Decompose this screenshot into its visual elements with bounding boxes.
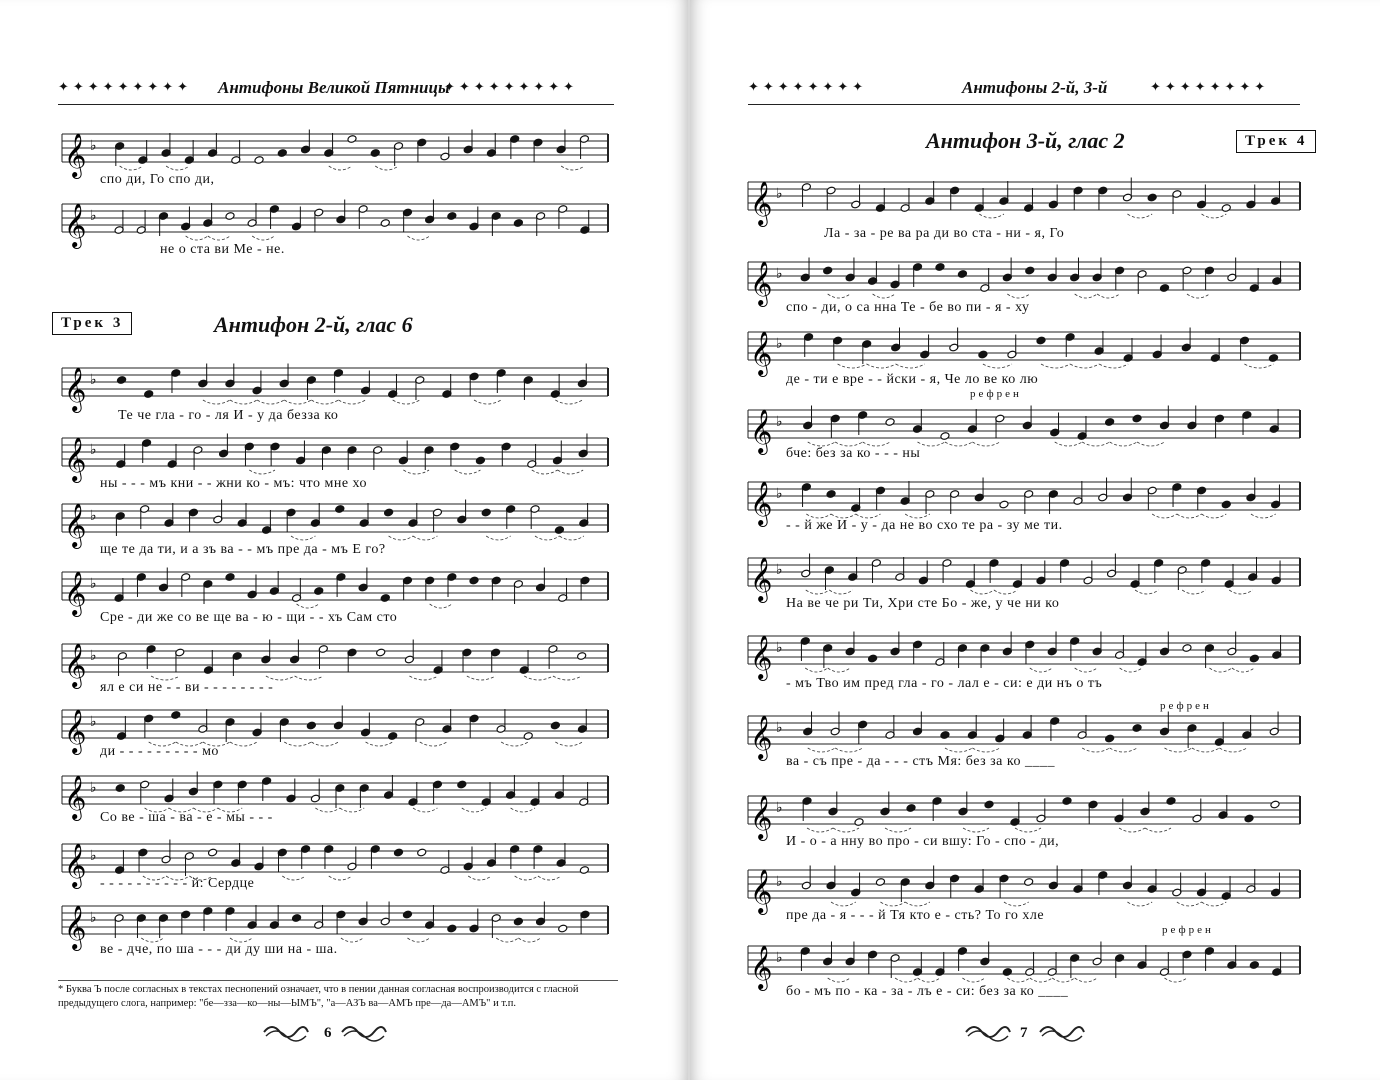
note-head	[940, 731, 950, 740]
note-head	[1002, 968, 1012, 977]
staff-svg	[62, 900, 608, 949]
note-head	[469, 576, 479, 585]
music-staff	[62, 198, 608, 247]
flat-sign-icon: ♭	[776, 640, 783, 656]
refrain-label: рефрен	[1160, 700, 1212, 712]
note-head	[171, 711, 181, 720]
lyrics-line: Ла - за - ре ва ра ди во ста - ни - я, Го	[824, 226, 1065, 241]
note-head	[225, 573, 235, 582]
music-staff	[62, 128, 608, 177]
refrain-label: рефрен	[1162, 924, 1214, 936]
treble-clef-icon: 𝄞	[64, 571, 87, 615]
antiphon-title: Антифон 2-й, глас 6	[214, 312, 413, 337]
lyrics-line: спо - ди, о са нна Те - бе во пи - я - ху	[786, 300, 1030, 315]
note-head	[457, 780, 467, 789]
flat-sign-icon: ♭	[90, 508, 97, 524]
note-head	[380, 594, 390, 603]
flat-sign-icon: ♭	[90, 576, 97, 592]
lyrics-line: ди - - - - - - - - - мо	[100, 744, 219, 759]
lyrics-line: бо - мъ по - ка - за - лъ е - си: без за ко ____	[786, 984, 1069, 999]
music-staff	[748, 552, 1300, 601]
note-head	[1182, 644, 1192, 653]
note-head	[513, 219, 523, 228]
track-label: Трек 3	[52, 312, 132, 335]
note-head	[826, 490, 836, 499]
note-head	[335, 505, 345, 514]
note-head	[523, 732, 533, 741]
staff-svg	[748, 326, 1300, 375]
ornament-icon: ✦✦✦✦✦✦✦✦✦	[58, 79, 193, 94]
treble-clef-icon: 𝄞	[64, 367, 87, 411]
note-head	[978, 350, 988, 359]
lyrics-line: ве - дче, по ша - - - ди ду ши на - ша.	[100, 942, 338, 957]
note-head	[1024, 878, 1034, 887]
music-staff	[748, 476, 1300, 525]
folio-ornament-icon	[1038, 1022, 1086, 1042]
staff-svg	[748, 940, 1300, 989]
music-staff	[62, 566, 608, 615]
music-staff	[62, 498, 608, 547]
note-head	[254, 156, 264, 165]
treble-clef-icon: 𝄞	[750, 715, 773, 759]
note-head	[1062, 797, 1072, 806]
flat-sign-icon: ♭	[90, 208, 97, 224]
flat-sign-icon: ♭	[776, 336, 783, 352]
note-head	[117, 376, 127, 385]
lyrics-line: - - й же И - у - да не во схо те ра - зу ме ти.	[786, 518, 1063, 533]
music-staff	[62, 900, 608, 949]
running-head-title: Антифоны Великой Пятницы	[218, 78, 450, 97]
flat-sign-icon: ♭	[90, 442, 97, 458]
lyrics-line: ще те да ти, и а зъ ва - - мъ пре да - мъ Е го?	[100, 542, 386, 557]
note-head	[115, 784, 125, 793]
note-head	[1249, 654, 1259, 663]
treble-clef-icon: 𝄞	[64, 775, 87, 819]
note-head	[554, 526, 564, 535]
treble-clef-icon: 𝄞	[64, 133, 87, 177]
treble-clef-icon: 𝄞	[750, 945, 773, 989]
note-head	[868, 654, 878, 663]
music-staff	[748, 404, 1300, 453]
treble-clef-icon: 𝄞	[750, 869, 773, 913]
note-head	[579, 866, 589, 875]
treble-clef-icon: 𝄞	[750, 181, 773, 225]
note-head	[577, 652, 587, 661]
ornament-icon: ✦✦✦✦✦✦✦✦	[1150, 79, 1270, 94]
treble-clef-icon: 𝄞	[750, 481, 773, 525]
staff-svg	[748, 710, 1300, 759]
lyrics-line: пре да - я - - - й Тя кто е - сть? То го хле	[786, 908, 1045, 923]
note-head	[314, 587, 324, 596]
staff-svg	[748, 790, 1300, 839]
lyrics-line: Те че гла - го - ля И - у да безза ко	[118, 408, 339, 423]
note-head	[347, 135, 357, 144]
staff-svg	[62, 198, 608, 247]
treble-clef-icon: 𝄞	[64, 437, 87, 481]
music-staff	[748, 630, 1300, 679]
treble-clef-icon: 𝄞	[64, 503, 87, 547]
note-head	[1268, 354, 1278, 363]
treble-clef-icon: 𝄞	[750, 557, 773, 601]
staff-svg	[748, 256, 1300, 305]
folio-ornament-icon	[262, 1022, 310, 1042]
note-head	[1221, 500, 1231, 509]
page-number: 6	[324, 1025, 332, 1041]
note-head	[1036, 336, 1046, 345]
lyrics-line: бче: без за ко - - - ны	[786, 446, 921, 461]
treble-clef-icon: 𝄞	[64, 905, 87, 949]
staff-svg	[62, 498, 608, 547]
note-head	[1244, 814, 1254, 823]
note-head	[370, 149, 380, 158]
treble-clef-icon: 𝄞	[64, 643, 87, 687]
lyrics-line: не о ста ви Ме - не.	[160, 242, 285, 257]
note-head	[1166, 797, 1176, 806]
running-head-title: Антифоны 2-й, 3-й	[962, 78, 1108, 97]
music-staff	[62, 362, 608, 411]
treble-clef-icon: 𝄞	[750, 331, 773, 375]
note-head	[999, 500, 1009, 509]
note-head	[1132, 724, 1142, 733]
flat-sign-icon: ♭	[776, 414, 783, 430]
note-head	[984, 800, 994, 809]
note-head	[481, 508, 491, 517]
ornament-icon: ✦✦✦✦✦✦✦✦✦	[444, 79, 579, 94]
note-head	[1159, 284, 1169, 293]
lyrics-line: Со ве - ша - ва - е - мы - - -	[100, 810, 273, 825]
note-head	[402, 910, 412, 919]
note-head	[940, 432, 950, 441]
page-number: 7	[1020, 1025, 1028, 1041]
lyrics-line: Сре - ди же со ве ще ва - ю - щи - - хъ Сам сто	[100, 610, 398, 625]
treble-clef-icon: 𝄞	[750, 261, 773, 305]
running-head	[748, 76, 1300, 105]
note-head	[393, 848, 403, 857]
note-head	[384, 508, 394, 517]
note-head	[906, 804, 916, 813]
staff-svg	[62, 432, 608, 481]
note-head	[1132, 414, 1142, 423]
note-head	[1221, 204, 1231, 213]
flat-sign-icon: ♭	[90, 138, 97, 154]
note-head	[447, 924, 457, 933]
lyrics-line: И - о - а нну во про - си вшу: Го - спо - ди,	[786, 834, 1060, 849]
note-head	[550, 721, 560, 730]
flat-sign-icon: ♭	[90, 648, 97, 664]
staff-svg	[748, 476, 1300, 525]
flat-sign-icon: ♭	[90, 714, 97, 730]
note-head	[306, 721, 316, 730]
folio-ornament-icon	[340, 1022, 388, 1042]
note-head	[417, 848, 427, 857]
music-staff	[748, 864, 1300, 913]
staff-svg	[62, 128, 608, 177]
lyrics-line: ны - - - мъ кни - - жни ко - мъ: что мне хо	[100, 476, 367, 491]
note-head	[513, 917, 523, 926]
treble-clef-icon: 𝄞	[750, 635, 773, 679]
note-head	[208, 848, 218, 857]
note-head	[292, 914, 302, 923]
staff-svg	[62, 362, 608, 411]
folio-ornament-icon	[964, 1022, 1012, 1042]
music-staff	[748, 176, 1300, 225]
lyrics-line: На ве че ри Ти, Хри сте Бо - же, у че ни ко	[786, 596, 1060, 611]
staff-svg	[748, 552, 1300, 601]
note-head	[1249, 961, 1259, 970]
staff-svg	[748, 176, 1300, 225]
note-head	[144, 390, 154, 399]
lyrics-line: де - ти е вре - - йски - я, Че ло ве ко лю	[786, 372, 1039, 387]
note-head	[475, 456, 485, 465]
music-staff	[62, 432, 608, 481]
lyrics-line: ял е си не - - ви - - - - - - - -	[100, 680, 274, 695]
track-label: Трек 4	[1236, 130, 1316, 153]
treble-clef-icon: 𝄞	[64, 203, 87, 247]
note-head	[823, 266, 833, 275]
antiphon-title: Антифон 3-й, глас 2	[926, 128, 1125, 153]
running-head	[58, 76, 614, 105]
music-staff	[62, 638, 608, 687]
flat-sign-icon: ♭	[776, 486, 783, 502]
note-head	[225, 212, 235, 221]
lyrics-line: - мъ Тво им пред гла - го - лал е - си: е ди нъ о тъ	[786, 676, 1103, 691]
staff-svg	[748, 864, 1300, 913]
treble-clef-icon: 𝄞	[750, 795, 773, 839]
note-head	[388, 732, 398, 741]
staff-svg	[62, 566, 608, 615]
footnote: * Буква Ъ после согласных в текстах песнопений означает, что в пении данная согласная воспроизводится с гласной предыдущего слога, например: "бе—зза—ко—ны—ЫМЪ", "а—АЗЪ ва—АМЪ пре—да—АМЪ" и т.п.	[58, 980, 618, 1011]
flat-sign-icon: ♭	[90, 780, 97, 796]
note-head	[558, 924, 568, 933]
flat-sign-icon: ♭	[776, 562, 783, 578]
flat-sign-icon: ♭	[776, 266, 783, 282]
flat-sign-icon: ♭	[90, 372, 97, 388]
music-staff	[748, 256, 1300, 305]
music-staff	[748, 710, 1300, 759]
flat-sign-icon: ♭	[776, 800, 783, 816]
left-page	[0, 0, 688, 1080]
treble-clef-icon: 𝄞	[64, 843, 87, 887]
staff-svg	[62, 638, 608, 687]
flat-sign-icon: ♭	[90, 910, 97, 926]
music-staff	[748, 940, 1300, 989]
note-head	[1147, 193, 1157, 202]
treble-clef-icon: 𝄞	[64, 709, 87, 753]
right-page	[690, 0, 1380, 1080]
note-head	[1105, 418, 1115, 427]
note-head	[1025, 266, 1035, 275]
note-head	[885, 418, 895, 427]
staff-svg	[748, 404, 1300, 453]
lyrics-line: - - - - - - - - - - й: Сердце	[100, 876, 255, 891]
flat-sign-icon: ♭	[776, 874, 783, 890]
flat-sign-icon: ♭	[776, 186, 783, 202]
note-head	[957, 270, 967, 279]
flat-sign-icon: ♭	[90, 848, 97, 864]
treble-clef-icon: 𝄞	[750, 409, 773, 453]
note-head	[376, 648, 386, 657]
music-staff	[748, 326, 1300, 375]
note-head	[380, 219, 390, 228]
note-head	[277, 149, 287, 158]
ornament-icon: ✦✦✦✦✦✦✦✦	[748, 79, 868, 94]
note-head	[447, 212, 457, 221]
lyrics-line: спо ди, Го спо ди,	[100, 172, 215, 187]
note-head	[1270, 800, 1280, 809]
note-head	[854, 818, 864, 827]
music-staff	[748, 790, 1300, 839]
lyrics-line: ва - съ пре - да - - - стъ Мя: без за ко ____	[786, 754, 1055, 769]
flat-sign-icon: ♭	[776, 950, 783, 966]
note-head	[875, 878, 885, 887]
staff-svg	[748, 630, 1300, 679]
refrain-label: рефрен	[970, 388, 1022, 400]
note-head	[935, 263, 945, 272]
note-head	[1105, 734, 1115, 743]
flat-sign-icon: ♭	[776, 720, 783, 736]
